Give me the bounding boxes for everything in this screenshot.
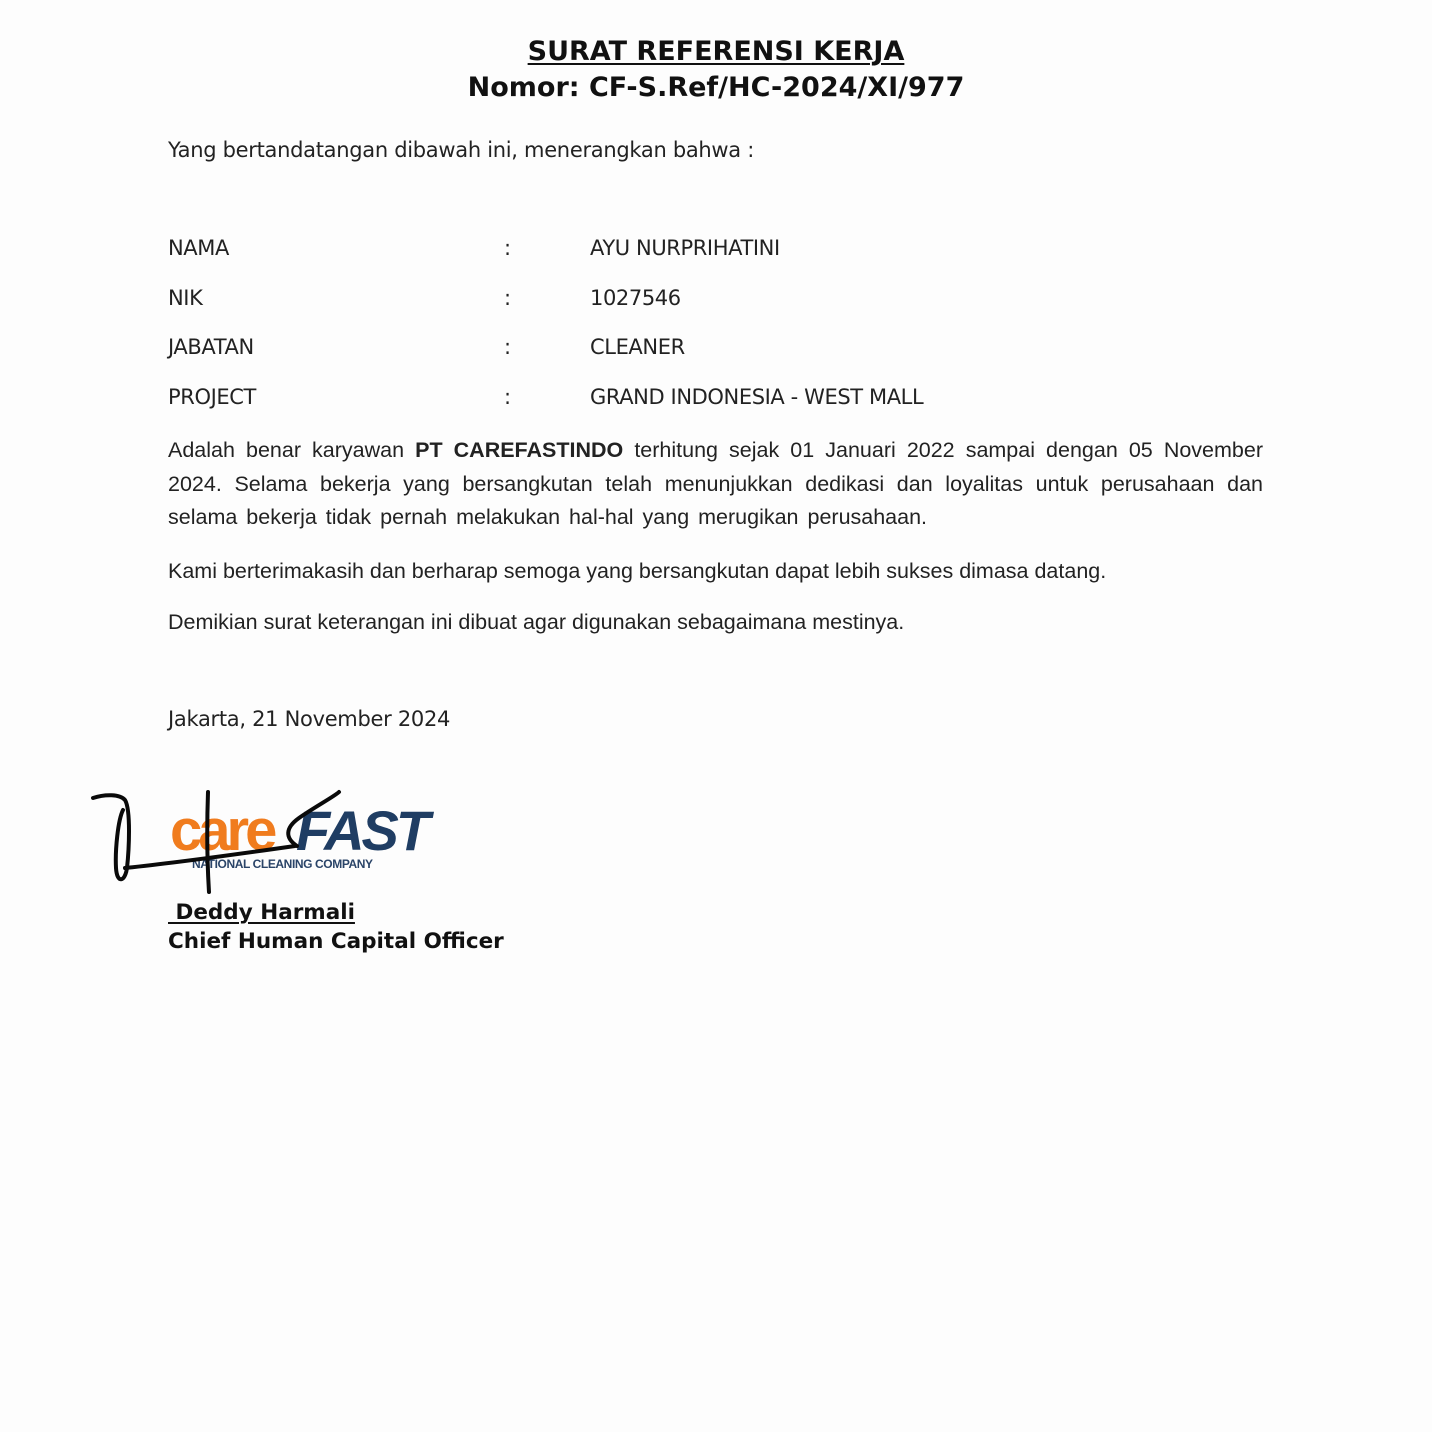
field-separator: : bbox=[504, 384, 511, 409]
employment-text-after: terhitung sejak 01 Januari 2022 sampai dengan 05 November 2024. Selama bekerja yang bersangkutan telah menunjukkan dedikasi dan loyalitas untuk perusahaan dan selama bekerja tidak pernah melakukan hal-hal yang merugikan perusahaan. bbox=[168, 438, 1263, 529]
employment-paragraph bbox=[168, 434, 1263, 535]
field-label: JABATAN bbox=[168, 335, 254, 359]
field-separator: : bbox=[504, 335, 511, 359]
thanks-paragraph: Kami berterimakasih dan berharap semoga yang bersangkutan dapat lebih sukses dimasa datang. bbox=[168, 559, 1107, 583]
field-value-nik: 1027546 bbox=[590, 285, 681, 310]
signer-name: Deddy Harmali bbox=[168, 900, 355, 925]
field-value-position: CLEANER bbox=[590, 335, 685, 359]
logo-care-text: care bbox=[170, 798, 274, 863]
signer-role: Chief Human Capital Officer bbox=[168, 929, 504, 954]
field-value-name: AYU NURPRIHATINI bbox=[590, 236, 780, 260]
logo-fast-text: FAST bbox=[296, 799, 428, 862]
place-date: Jakarta, 21 November 2024 bbox=[168, 707, 451, 731]
field-value-project: GRAND INDONESIA - WEST MALL bbox=[590, 384, 924, 409]
employment-text-before: Adalah benar karyawan bbox=[168, 438, 416, 462]
company-name: PT CAREFASTINDO bbox=[415, 438, 624, 462]
field-separator: : bbox=[504, 285, 511, 310]
intro-text: Yang bertandatangan dibawah ini, menerangkan bahwa : bbox=[168, 138, 755, 162]
closing-paragraph: Demikian surat keterangan ini dibuat agar digunakan sebagaimana mestinya. bbox=[168, 610, 905, 634]
logo-tagline: NATIONAL CLEANING COMPANY bbox=[192, 857, 373, 871]
field-label: NIK bbox=[168, 285, 203, 310]
letter-title: SURAT REFERENSI KERJA bbox=[527, 36, 905, 67]
signer-block bbox=[168, 898, 504, 956]
letter-number: Nomor: CF-S.Ref/HC-2024/XI/977 bbox=[467, 72, 965, 103]
field-label: NAMA bbox=[168, 236, 229, 260]
company-logo bbox=[168, 800, 438, 880]
field-separator: : bbox=[504, 236, 511, 260]
field-label: PROJECT bbox=[168, 384, 256, 409]
letter-header bbox=[0, 34, 1432, 106]
